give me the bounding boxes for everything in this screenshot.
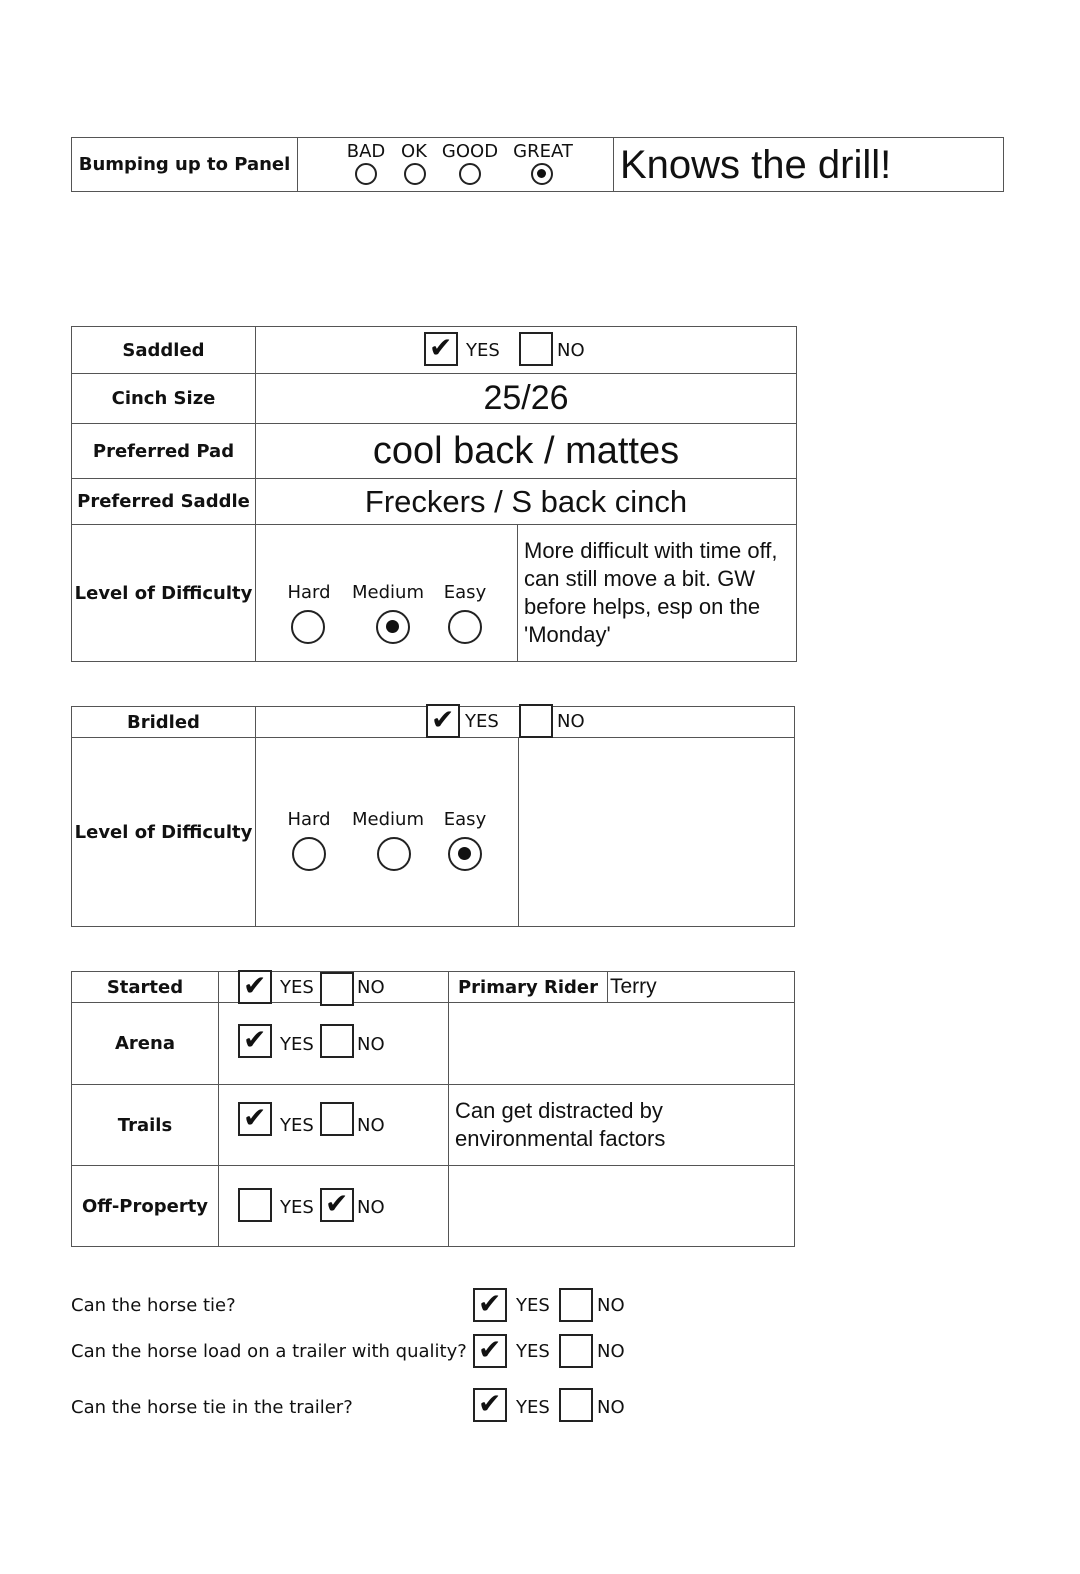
saddled-no-checkbox[interactable] [519,332,553,366]
saddle-difficulty-hard-label: Hard [287,582,331,603]
saddle-table [71,326,797,662]
bridle-difficulty-label-cell [72,738,256,927]
bumping-radio-good[interactable] [459,163,481,185]
pad-value-cell [256,424,797,479]
arena-label-cell [72,1003,219,1085]
saddle-difficulty-note-cell [518,525,797,662]
saddle-difficulty-easy-label: Easy [443,582,487,603]
started-label-cell [72,972,219,1003]
started-yes-checkbox[interactable] [238,970,272,1004]
bumping-comment-cell [614,138,1004,192]
bumping-label: Bumping up to Panel [78,154,291,175]
question-load-yes-checkbox[interactable] [473,1334,507,1368]
bumping-comment: Knows the drill! [620,142,892,187]
question-trailer-tie-text: Can the horse tie in the trailer? [71,1397,353,1418]
primary-rider-label-cell [449,972,608,1003]
pad-label-cell [72,424,256,479]
bridle-table [71,706,795,927]
offproperty-label-cell [72,1166,219,1247]
trails-label-cell [72,1085,219,1166]
trails-no-label: NO [357,1115,385,1136]
offproperty-no-label: NO [357,1197,385,1218]
arena-yes-label: YES [280,1034,314,1055]
saddle-difficulty-label: Level of Difficulty [74,582,253,604]
pad-value: cool back / mattes [372,429,680,472]
riding-table [71,971,795,1247]
question-tie-text: Can the horse tie? [71,1295,236,1316]
bumping-option-ok-label: OK [401,141,427,162]
started-label: Started [106,976,184,998]
saddle-difficulty-label-cell [72,525,256,662]
cinch-label-cell [72,374,256,424]
bumping-radio-great[interactable] [531,163,553,185]
bridle-difficulty-note-cell [519,738,795,927]
check-icon: ✔ [325,1187,349,1220]
check-icon: ✔ [478,1387,502,1420]
saddled-no-label: NO [557,340,585,361]
question-tie-no-label: NO [597,1295,625,1316]
bridled-no-checkbox[interactable] [519,704,553,738]
bumping-option-bad-label: BAD [346,141,386,162]
bridled-no-label: NO [557,711,585,732]
trails-no-checkbox[interactable] [320,1102,354,1136]
saddled-label: Saddled [122,339,205,361]
bridle-difficulty-medium-label: Medium [352,809,424,830]
arena-no-label: NO [357,1034,385,1055]
bumping-option-good-label: GOOD [441,141,499,162]
bridle-difficulty-hard-radio[interactable] [292,837,326,871]
check-icon: ✔ [243,1023,267,1056]
cinch-value: 25/26 [483,379,569,417]
bridled-yes-label: YES [465,711,499,732]
bumping-option-great-label: GREAT [513,141,573,162]
check-icon: ✔ [243,969,267,1002]
trails-yes-label: YES [280,1115,314,1136]
bridled-yes-checkbox[interactable] [426,704,460,738]
saddled-label-cell [72,327,256,374]
question-load-no-label: NO [597,1341,625,1362]
pad-label: Preferred Pad [92,440,235,462]
bridle-difficulty-hard-label: Hard [287,809,331,830]
started-no-label: NO [357,977,385,998]
saddled-yes-checkbox[interactable] [424,332,458,366]
cinch-value-cell [256,374,797,424]
bumping-radio-bad[interactable] [355,163,377,185]
offproperty-note-cell [449,1166,795,1247]
primary-rider-value-cell [608,972,795,1003]
bridle-difficulty-medium-radio[interactable] [377,837,411,871]
saddle-difficulty-note: More difficult with time off, can still move a bit. GW before helps, esp on the 'Monday' [524,538,778,647]
bridle-difficulty-options-cell [256,738,519,927]
offproperty-yes-checkbox[interactable] [238,1188,272,1222]
check-icon: ✔ [431,703,455,736]
offproperty-yes-label: YES [280,1197,314,1218]
arena-no-checkbox[interactable] [320,1024,354,1058]
primary-rider-value: Terry [610,975,657,998]
check-icon: ✔ [429,331,453,364]
bumping-label-cell [72,138,298,192]
saddle-label-cell [72,479,256,525]
check-icon: ✔ [478,1287,502,1320]
question-load-text: Can the horse load on a trailer with quality? [71,1341,467,1362]
offproperty-label: Off-Property [81,1195,209,1217]
question-trailer-tie-yes-checkbox[interactable] [473,1388,507,1422]
question-tie-yes-label: YES [516,1295,550,1316]
question-tie-yes-checkbox[interactable] [473,1288,507,1322]
saddle-difficulty-easy-radio[interactable] [448,610,482,644]
question-load-yes-label: YES [516,1341,550,1362]
primary-rider-label: Primary Rider [457,976,599,998]
saddle-label: Preferred Saddle [77,491,250,512]
saddle-value: Freckers / S back cinch [364,483,688,519]
check-icon: ✔ [478,1333,502,1366]
saddle-difficulty-medium-radio[interactable] [376,610,410,644]
started-no-checkbox[interactable] [320,972,354,1006]
cinch-label: Cinch Size [111,388,216,409]
question-trailer-tie-no-checkbox[interactable] [559,1388,593,1422]
trails-note: Can get distracted by environmental factors [455,1098,666,1151]
trails-label: Trails [117,1114,173,1136]
saddled-yes-label: YES [466,340,500,361]
trails-note-cell [449,1085,795,1166]
bridle-difficulty-label: Level of Difficulty [74,821,253,843]
arena-label: Arena [115,1033,175,1054]
saddle-difficulty-medium-label: Medium [352,582,424,603]
bridle-difficulty-easy-label: Easy [443,809,487,830]
bridle-difficulty-easy-radio[interactable] [448,837,482,871]
bridled-label: Bridled [127,711,200,733]
bumping-radio-ok[interactable] [404,163,426,185]
arena-note-cell [449,1003,795,1085]
saddle-value-cell [256,479,797,525]
arena-yes-checkbox[interactable] [238,1024,272,1058]
trails-yes-checkbox[interactable] [238,1102,272,1136]
saddle-difficulty-hard-radio[interactable] [291,610,325,644]
question-trailer-tie-yes-label: YES [516,1397,550,1418]
bridled-label-cell [72,707,256,738]
check-icon: ✔ [243,1101,267,1134]
question-trailer-tie-no-label: NO [597,1397,625,1418]
question-load-no-checkbox[interactable] [559,1334,593,1368]
offproperty-no-checkbox[interactable] [320,1188,354,1222]
question-tie-no-checkbox[interactable] [559,1288,593,1322]
started-yes-label: YES [280,977,314,998]
